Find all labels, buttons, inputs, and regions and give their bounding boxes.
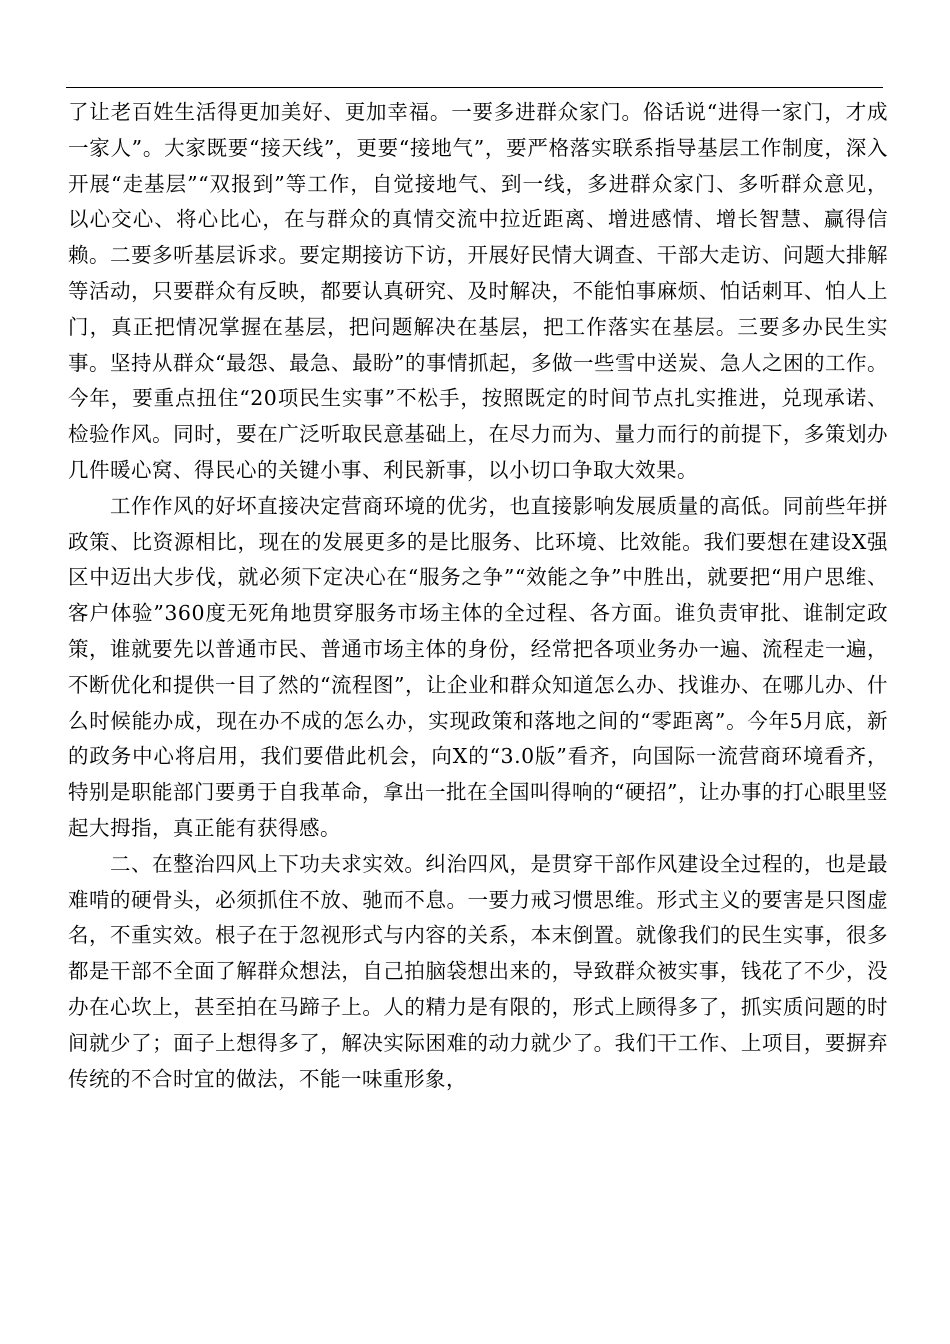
header-rule — [66, 87, 883, 88]
paragraph-four-styles: 二、在整治四风上下功夫求实效。纠治四风，是贯穿干部作风建设全过程的，也是最难啃的硬骨头，必须抓住不放、驰而不息。一要力戒习惯思维。形式主义的要害是只图虚名，不重实效。根子在于忽视形式与内容的关系，本末倒置。就像我们的民生实事，很多都是干部不全面了解群众想法，自己拍脑袋想出来的，导致群众被实事，钱花了不少，没办在心坎上，甚至拍在马蹄子上。人的精力是有限的，形式上顾得多了，抓实质问题的时间就少了；面子上想得多了，解决实际困难的动力就少了。我们干工作、上项目，要摒弃传统的不合时宜的做法，不能一味重形象， — [68, 851, 888, 1091]
paragraph-continued: 了让老百姓生活得更加美好、更加幸福。一要多进群众家门。俗话说“进得一家门，才成一家人”。大家既要“接天线”，更要“接地气”，要严格落实联系指导基层工作制度，深入开展“走基层”“双报到”等工作，自觉接地气、到一线，多进群众家门、多听群众意见，以心交心、将心比心，在与群众的真情交流中拉近距离、增进感情、增长智慧、赢得信赖。二要多听基层诉求。要定期接访下访，开展好民情大调查、干部大走访、问题大排解等活动，只要群众有反映，都要认真研究、及时解决，不能怕事麻烦、怕话刺耳、怕人上门，真正把情况掌握在基层，把问题解决在基层，把工作落实在基层。三要多办民生实事。坚持从群众“最怨、最急、最盼”的事情抓起，多做一些雪中送炭、急人之困的工作。今年，要重点扭住“20项民生实事”不松手，按照既定的时间节点扎实推进，兑现承诺、检验作风。同时，要在广泛听取民意基础上，在尽力而为、量力而行的前提下，多策划办几件暖心窝、得民心的关键小事、利民新事，以小切口争取大效果。 — [68, 100, 888, 482]
body-text — [68, 95, 888, 1097]
paragraph-business-environment: 工作作风的好坏直接决定营商环境的优劣，也直接影响发展质量的高低。同前些年拼政策、比资源相比，现在的发展更多的是比服务、比环境、比效能。我们要想在建设X强区中迈出大步伐，就必须下定决心在“服务之争”“效能之争”中胜出，就要把“用户思维、客户体验”360度无死角地贯穿服务市场主体的全过程、各方面。谁负责审批、谁制定政策，谁就要先以普通市民、普通市场主体的身份，经常把各项业务办一遍、流程走一遍，不断优化和提供一目了然的“流程图”，让企业和群众知道怎么办、找谁办、在哪儿办、什么时候能办成，现在办不成的怎么办，实现政策和落地之间的“零距离”。今年5月底，新的政务中心将启用，我们要借此机会，向X的“3.0版”看齐，向国际一流营商环境看齐，特别是职能部门要勇于自我革命，拿出一批在全国叫得响的“硬招”，让办事的打心眼里竖起大拇指，真正能有获得感。 — [68, 493, 888, 840]
